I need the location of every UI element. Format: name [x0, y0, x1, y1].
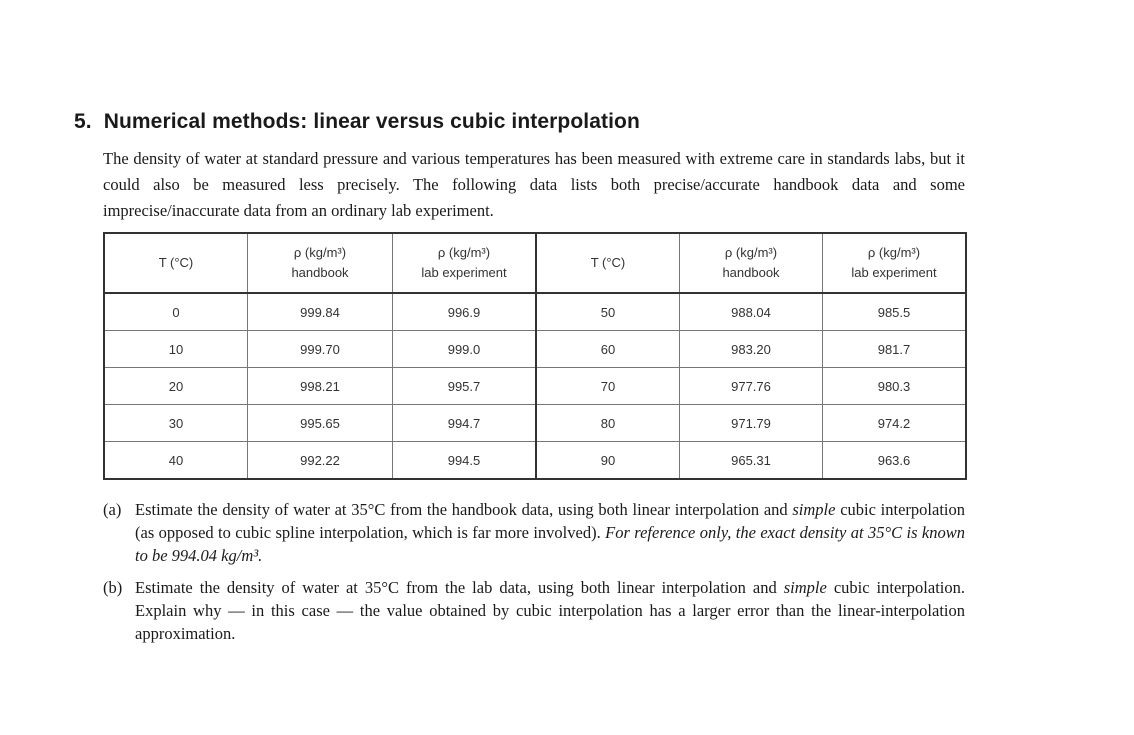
- question-text-part: Estimate the density of water at 35°C from the handbook data, using both linear interpolation and: [135, 500, 793, 519]
- cell-temp: 20: [104, 368, 248, 405]
- cell-handbook: 971.79: [680, 405, 823, 442]
- header-handbook-label: handbook: [722, 265, 780, 280]
- cell-temp: 80: [536, 405, 680, 442]
- cell-lab: 996.9: [393, 293, 537, 331]
- cell-handbook: 995.65: [248, 405, 393, 442]
- question-text-part: cubic interpolation (as opposed to cubic spline interpolation, which is far more involved).: [135, 500, 965, 542]
- cell-temp: 60: [536, 331, 680, 368]
- header-lab-left: [393, 233, 537, 293]
- cell-temp: 10: [104, 331, 248, 368]
- density-table: [103, 232, 967, 480]
- header-rho-unit: ρ (kg/m³): [293, 245, 347, 260]
- table-row: [104, 293, 966, 331]
- table-row: [104, 331, 966, 368]
- header-lab-label: lab experiment: [851, 265, 937, 280]
- cell-lab: 995.7: [393, 368, 537, 405]
- header-rho-unit: ρ (kg/m³): [437, 245, 491, 260]
- header-temp-left: T (°C): [104, 233, 248, 293]
- cell-temp: 70: [536, 368, 680, 405]
- question-text-part: cubic interpolation. Explain why — in this case — the value obtained by cubic interpolation has a larger error than the linear-interpolation approximation.: [135, 578, 965, 643]
- cell-temp: 40: [104, 442, 248, 480]
- header-lab-right: [823, 233, 967, 293]
- cell-lab: 994.7: [393, 405, 537, 442]
- cell-handbook: 965.31: [680, 442, 823, 480]
- question-b: [103, 576, 965, 645]
- cell-lab: 974.2: [823, 405, 967, 442]
- cell-handbook: 999.70: [248, 331, 393, 368]
- cell-handbook: 977.76: [680, 368, 823, 405]
- cell-lab: 994.5: [393, 442, 537, 480]
- header-rho-unit: ρ (kg/m³): [867, 245, 921, 260]
- cell-handbook: 988.04: [680, 293, 823, 331]
- question-text: [135, 498, 965, 567]
- problem-title: Numerical methods: linear versus cubic interpolation: [103, 110, 640, 133]
- header-temp-right: T (°C): [536, 233, 680, 293]
- problem-heading: [72, 110, 972, 134]
- intro-paragraph: The density of water at standard pressure and various temperatures has been measured with extreme care in standards labs, but it could also be measured less precisely. The following data lists both precise/accurate handbook data and some imprecise/inaccurate data from an ordinary lab experiment.: [103, 149, 965, 220]
- cell-lab: 980.3: [823, 368, 967, 405]
- cell-lab: 999.0: [393, 331, 537, 368]
- cell-lab: 963.6: [823, 442, 967, 480]
- cell-handbook: 998.21: [248, 368, 393, 405]
- cell-temp: 30: [104, 405, 248, 442]
- question-emphasis: simple: [783, 578, 827, 597]
- cell-handbook: 999.84: [248, 293, 393, 331]
- header-handbook-left: [248, 233, 393, 293]
- question-text-part: Estimate the density of water at 35°C from the lab data, using both linear interpolation and: [135, 578, 784, 597]
- table-row: [104, 405, 966, 442]
- cell-temp: 90: [536, 442, 680, 480]
- header-handbook-label: handbook: [291, 265, 349, 280]
- question-label: (a): [103, 500, 122, 519]
- header-handbook-right: [680, 233, 823, 293]
- question-text: [135, 576, 965, 645]
- table-row: [104, 442, 966, 480]
- question-reference-note: For reference only, the exact density at 35°C is known to be 994.04 kg/m³.: [135, 523, 965, 565]
- cell-lab: 981.7: [823, 331, 967, 368]
- header-rho-unit: ρ (kg/m³): [724, 245, 778, 260]
- cell-temp: 0: [104, 293, 248, 331]
- problem-page: [72, 110, 972, 643]
- table-row: [104, 368, 966, 405]
- cell-handbook: 983.20: [680, 331, 823, 368]
- cell-handbook: 992.22: [248, 442, 393, 480]
- cell-lab: 985.5: [823, 293, 967, 331]
- header-lab-label: lab experiment: [421, 265, 507, 280]
- questions-list: [103, 498, 965, 654]
- problem-number: 5.: [74, 110, 92, 133]
- question-emphasis: simple: [792, 500, 836, 519]
- table-header-row: [104, 233, 966, 293]
- cell-temp: 50: [536, 293, 680, 331]
- question-label: (b): [103, 578, 123, 597]
- question-a: [103, 498, 965, 567]
